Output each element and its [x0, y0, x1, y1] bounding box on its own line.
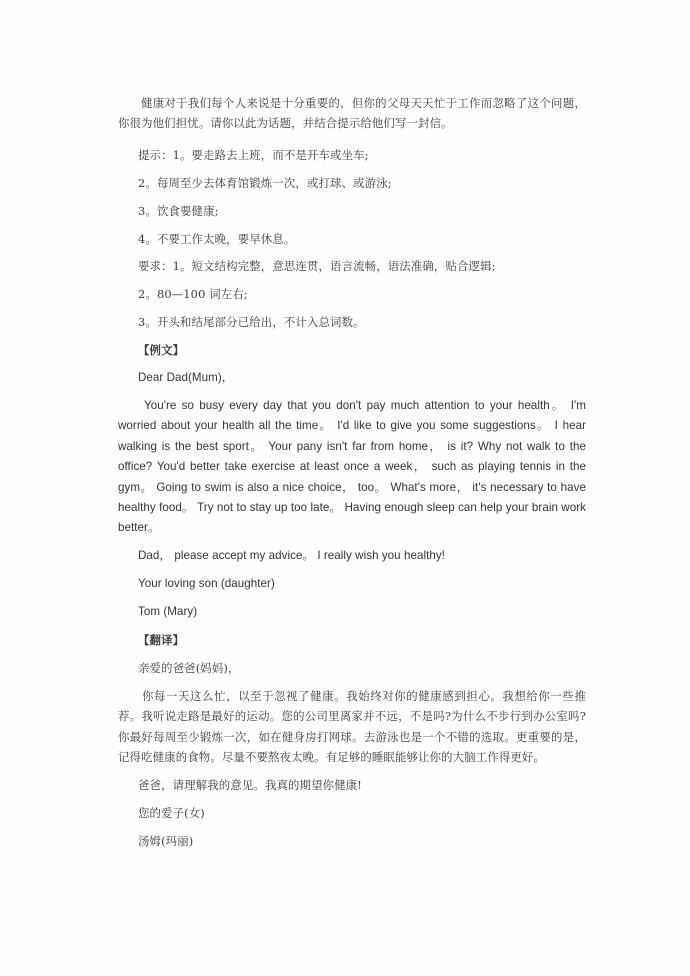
document-content: [118, 93, 586, 859]
tip-item-1: 提示：1。要走路去上班，而不是开车或坐车;: [138, 147, 369, 162]
translation-salutation: 亲爱的爸爸(妈妈)，: [138, 660, 240, 675]
translation-heading: 【翻译】: [138, 633, 185, 648]
letter-signature-name: Tom (Mary): [138, 605, 198, 619]
tip-item-2: 2。每周至少去体育馆锻炼一次，或打球、或游泳;: [138, 175, 392, 190]
translation-signature-line: 您的爱子(女): [138, 805, 205, 820]
letter-signature-line: Your loving son (daughter): [138, 577, 275, 591]
letter-closing: Dad， please accept my advice。 I really wish you healthy!: [138, 549, 445, 563]
sample-essay-heading: 【例文】: [138, 343, 185, 358]
translation-signature-name: 汤姆(玛丽): [138, 833, 194, 848]
requirement-item-1: 要求：1。短文结构完整，意思连贯，语言流畅，语法准确，贴合逻辑;: [138, 259, 496, 274]
tip-item-4: 4。不要工作太晚，要早休息。: [138, 231, 296, 246]
requirement-item-3: 3。开头和结尾部分已给出，不计入总词数。: [138, 315, 365, 330]
letter-salutation: Dear Dad(Mum)，: [138, 371, 234, 385]
translation-closing: 爸爸，请理解我的意见。我真的期望你健康!: [138, 777, 363, 792]
letter-body: You're so busy every day that you don't pay much attention to your health。 I'm worried about your health all the time。 I'd like to give you some suggestions。 I hear walking is the best sport。 Your pany isn't far from home， is it? Why not walk to the office? You'd better take exercise at least once a week， such as playing tennis in the gym。 Going to swim is also a nice choice， too。 What's more， it's necessary to have healthy food。 Try not to stay up too late。 Having enough sleep can help your brain work better。: [118, 398, 586, 535]
tip-item-3: 3。饮食要健康;: [138, 203, 219, 218]
requirement-item-2: 2。80—100 词左右;: [138, 287, 248, 302]
prompt-paragraph: 健康对于我们每个人来说是十分重要的，但你的父母天天忙于工作而忽略了这个问题，你很为他们担忧。请你以此为话题，并结合提示给他们写一封信。: [118, 96, 586, 131]
translation-body: 你每一天这么忙，以至于忽视了健康。我始终对你的健康感到担心。我想给你一些推荐。我听说走路是最好的运动。您的公司里离家并不远，不是吗?为什么不步行到办公室吗?你最好每周至少锻炼一次，如在健身房打网球。去游泳也是一个不错的选取。更重要的是，记得吃健康的食物。尽量不要熬夜太晚。有足够的睡眠能够让你的大脑工作得更好。: [118, 688, 586, 765]
